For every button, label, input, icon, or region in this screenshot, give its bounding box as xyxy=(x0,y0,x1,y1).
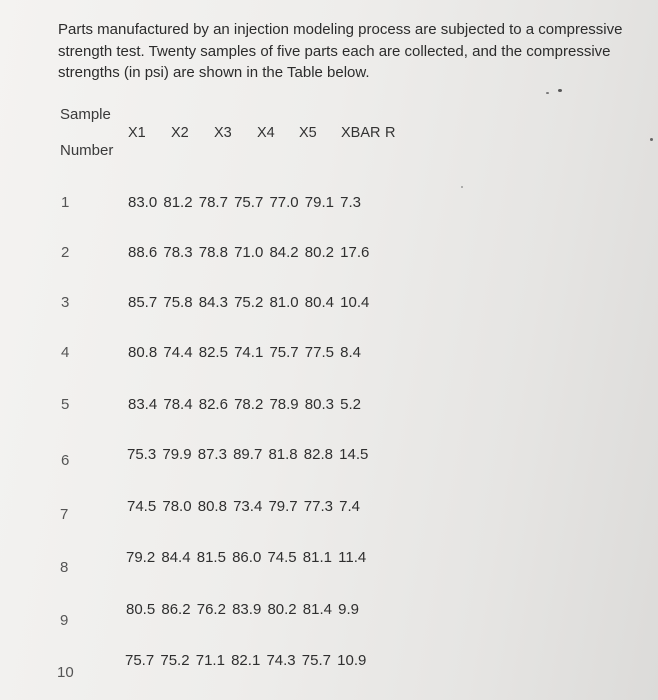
row-9-values: 80.5 86.2 76.2 83.9 80.2 81.4 9.9 xyxy=(126,601,360,618)
row-2-values: 88.6 78.3 78.8 71.0 84.2 80.2 17.6 xyxy=(128,244,370,261)
row-2-sample: 2 xyxy=(61,244,70,261)
problem-statement: Parts manufactured by an injection modeling process are subjected to a compressive strength test. Twenty samples of five parts each are collected, and the compressive strengths (in psi) are shown in the Table below. xyxy=(58,21,623,81)
stray-mark xyxy=(546,92,549,94)
row-3-sample: 3 xyxy=(61,294,70,311)
stray-mark xyxy=(650,138,653,141)
sample-number-header-line2: Number xyxy=(60,142,114,159)
row-5-values: 83.4 78.4 82.6 78.2 78.9 80.3 5.2 xyxy=(128,396,362,413)
row-1-values: 83.0 81.2 78.7 75.7 77.0 79.1 7.3 xyxy=(128,194,362,211)
row-7-values: 74.5 78.0 80.8 73.4 79.7 77.3 7.4 xyxy=(127,498,361,515)
row-9-sample: 9 xyxy=(60,612,69,629)
column-header-x3: X3 xyxy=(214,125,232,141)
row-10-sample: 10 xyxy=(57,664,74,681)
row-6-values: 75.3 79.9 87.3 89.7 81.8 82.8 14.5 xyxy=(127,446,369,463)
stray-mark xyxy=(558,89,562,92)
column-header-x4: X4 xyxy=(257,125,275,141)
row-7-sample: 7 xyxy=(60,506,69,523)
row-4-sample: 4 xyxy=(61,344,70,361)
row-8-values: 79.2 84.4 81.5 86.0 74.5 81.1 11.4 xyxy=(126,549,367,566)
row-5-sample: 5 xyxy=(61,396,70,413)
column-header-x1: X1 xyxy=(128,125,146,141)
column-header-x2: X2 xyxy=(171,125,189,141)
row-10-values: 75.7 75.2 71.1 82.1 74.3 75.7 10.9 xyxy=(125,652,367,669)
row-8-sample: 8 xyxy=(60,559,69,576)
row-3-values: 85.7 75.8 84.3 75.2 81.0 80.4 10.4 xyxy=(128,294,370,311)
sample-number-header-line1: Sample xyxy=(60,106,111,123)
row-1-sample: 1 xyxy=(61,194,70,211)
stray-mark xyxy=(461,186,463,188)
row-4-values: 80.8 74.4 82.5 74.1 75.7 77.5 8.4 xyxy=(128,344,362,361)
column-header-x5: X5 xyxy=(299,125,317,141)
column-header-r: R xyxy=(385,125,396,141)
column-header-xbar: XBAR xyxy=(341,125,381,141)
row-6-sample: 6 xyxy=(61,452,70,469)
